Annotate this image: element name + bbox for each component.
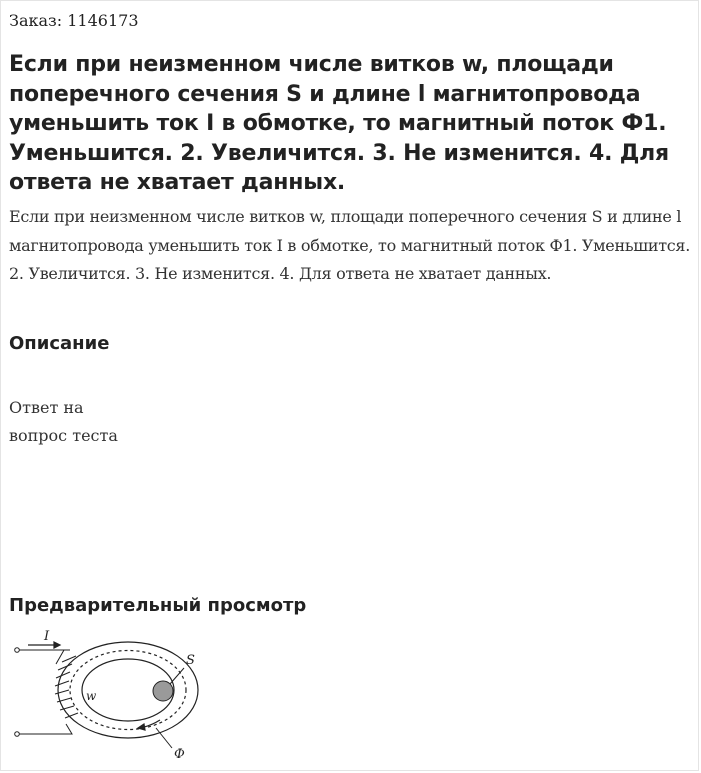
preview-heading: Предварительный просмотр	[9, 595, 307, 616]
answer-text	[9, 394, 118, 450]
magnetic-core-diagram[interactable]	[10, 624, 210, 764]
order-number: Заказ: 1146173	[9, 11, 139, 30]
question-text: Если при неизменном числе витков w, площади поперечного сечения S и длине l магнитопровода уменьшить ток I в обмотке, то магнитный поток Ф1. Уменьшится. 2. Увеличится. 3. Не изменится. 4. Для ответа не хватает данных.	[9, 207, 690, 283]
description-heading: Описание	[9, 333, 110, 354]
answer-line-2: вопрос теста	[9, 426, 118, 445]
core-outer-ring	[58, 642, 198, 738]
page-title: Если при неизменном числе витков w, площади поперечного сечения S и длине l магнитопровода уменьшить ток I в обмотке, то магнитный поток Ф1. Уменьшится. 2. Увеличится. 3. Не изменится. 4. Для ответа не хватает данных.	[9, 52, 669, 195]
area-pointer	[170, 668, 184, 684]
current-label: I	[44, 629, 50, 644]
turns-label: w	[86, 689, 97, 703]
terminal-top	[15, 648, 20, 653]
core-rings	[58, 642, 198, 738]
leads	[18, 650, 72, 734]
answer-line-1: Ответ на	[9, 398, 84, 417]
flux-label: Ф	[174, 747, 185, 762]
area-label: S	[186, 653, 195, 668]
terminal-bottom	[15, 732, 20, 737]
